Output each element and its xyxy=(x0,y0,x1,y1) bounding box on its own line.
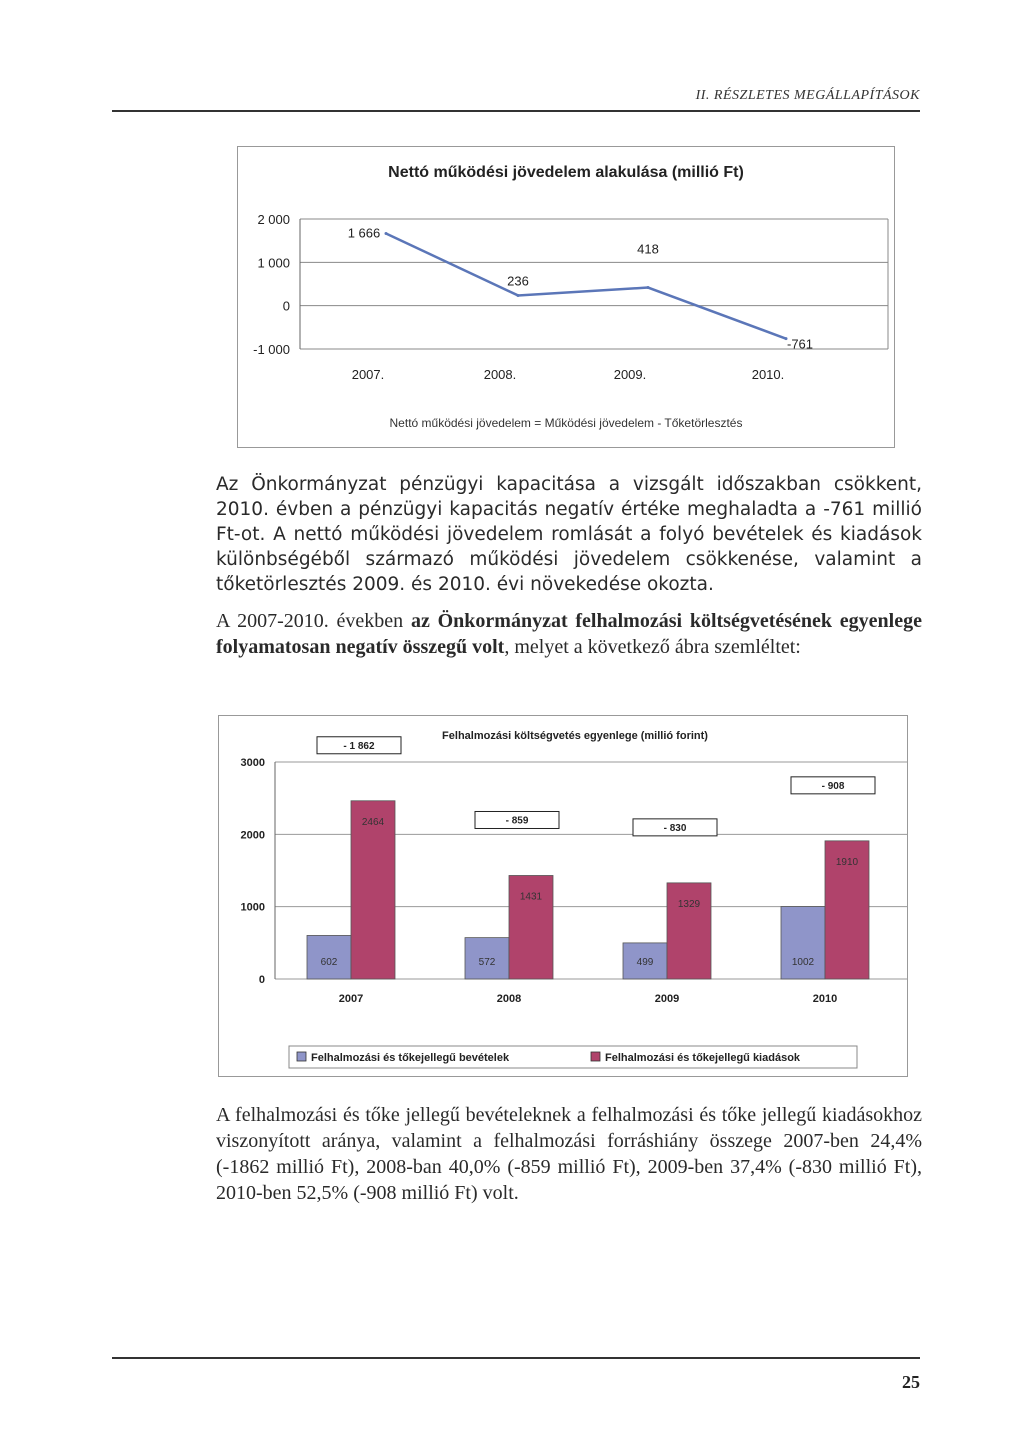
line-chart-point xyxy=(385,232,388,235)
line-chart-data-label: 1 666 xyxy=(347,225,381,241)
line-chart-title: Nettó működési jövedelem alakulása (millió Ft) xyxy=(388,164,744,181)
bar-data-label: 1002 xyxy=(791,957,815,968)
bar-chart-y-tick: 2000 xyxy=(240,829,265,842)
bar-data-label: 1329 xyxy=(677,898,701,910)
line-chart-x-tick: 2009. xyxy=(613,367,647,382)
header-divider xyxy=(112,110,920,112)
line-chart-data-label: 236 xyxy=(507,273,529,289)
page-number: 25 xyxy=(902,1372,920,1392)
line-chart xyxy=(238,147,894,447)
balance-label: - 830 xyxy=(663,822,687,834)
bar-chart-x-tick: 2008 xyxy=(496,993,522,1005)
line-chart-x-tick: 2010. xyxy=(751,367,785,382)
line-chart-y-tick: -1 000 xyxy=(253,342,290,357)
bar-data-label: 499 xyxy=(636,957,654,968)
line-chart-y-tick: 1 000 xyxy=(257,255,290,271)
line-chart-frame xyxy=(237,146,895,448)
paragraph-balance-start: A 2007-2010. években xyxy=(216,610,411,632)
bar-chart-x-tick: 2007 xyxy=(338,993,364,1005)
line-chart-point xyxy=(517,294,520,297)
line-chart-data-label: 418 xyxy=(637,241,659,257)
section-header: II. RÉSZLETES MEGÁLLAPÍTÁSOK xyxy=(695,88,920,103)
legend-label: Felhalmozási és tőkejellegű kiadások xyxy=(605,1052,801,1064)
bar-data-label: 572 xyxy=(478,957,496,968)
line-chart-data-label: -761 xyxy=(786,336,814,352)
paragraph-capacity: Az Önkormányzat pénzügyi kapacitása a vizsgált időszakban csökkent, 2010. évben a pénzügyi kapacitás negatív értéke meghaladta a -761 millió Ft-ot. A nettó működési jövedelem romlását a folyó bevételek és kiadások különbségéből származó működési jövedelem csökkenése, valamint a tőketörlesztés 2009. és 2010. évi növekedése okozta. xyxy=(216,474,922,595)
bar-chart-title: Felhalmozási költségvetés egyenlege (millió forint) xyxy=(442,730,708,742)
paragraph-ratio: A felhalmozási és tőke jellegű bevételeknek a felhalmozási és tőke jellegű kiadásokhoz viszonyított aránya, valamint a felhalmozási forráshiány összege 2007-ben 24,4% (-1862 millió Ft), 2008-ban 40,0% (-859 millió Ft), 2009-ben 37,4% (-830 millió Ft), 2010-ben 52,5% (-908 millió Ft) volt. xyxy=(216,1104,922,1204)
bar-data-label: 1431 xyxy=(519,891,543,903)
paragraph-balance-bold: az Önkormányzat felhalmozási költségvetésének egyenlege folyamatosan negatív összegű volt xyxy=(216,610,922,658)
bar-chart-frame xyxy=(218,715,908,1077)
balance-label: - 859 xyxy=(505,815,529,827)
line-chart-x-tick: 2008. xyxy=(483,367,517,382)
line-chart-series xyxy=(386,233,786,338)
bar-chart-x-tick: 2009 xyxy=(654,993,680,1005)
bar-data-label: 2464 xyxy=(361,816,385,828)
line-chart-x-tick: 2007. xyxy=(351,367,385,382)
bar-chart xyxy=(219,716,907,1076)
line-chart-y-tick: 2 000 xyxy=(257,212,290,227)
line-chart-point xyxy=(647,286,650,289)
bar-expense xyxy=(667,883,711,979)
bar-data-label: 602 xyxy=(320,957,338,968)
legend-swatch xyxy=(591,1052,600,1061)
bar-data-label: 1910 xyxy=(835,856,859,868)
legend-label: Felhalmozási és tőkejellegű bevételek xyxy=(311,1052,510,1064)
legend-swatch xyxy=(297,1052,306,1061)
footer-divider xyxy=(112,1357,920,1359)
bar-chart-y-tick: 3000 xyxy=(240,757,265,769)
balance-label: - 1 862 xyxy=(343,740,375,752)
bar-chart-x-tick: 2010 xyxy=(812,993,838,1005)
balance-label: - 908 xyxy=(821,780,845,792)
bar-chart-y-tick: 0 xyxy=(258,974,265,986)
line-chart-y-tick: 0 xyxy=(282,298,290,314)
paragraph-balance xyxy=(216,608,922,660)
bar-chart-y-tick: 1000 xyxy=(240,901,265,914)
line-chart-footnote: Nettó működési jövedelem = Működési jövedelem - Tőketörlesztés xyxy=(389,416,743,430)
paragraph-balance-end: , melyet a következő ábra szemléltet: xyxy=(504,636,801,658)
bar-income xyxy=(781,907,825,979)
